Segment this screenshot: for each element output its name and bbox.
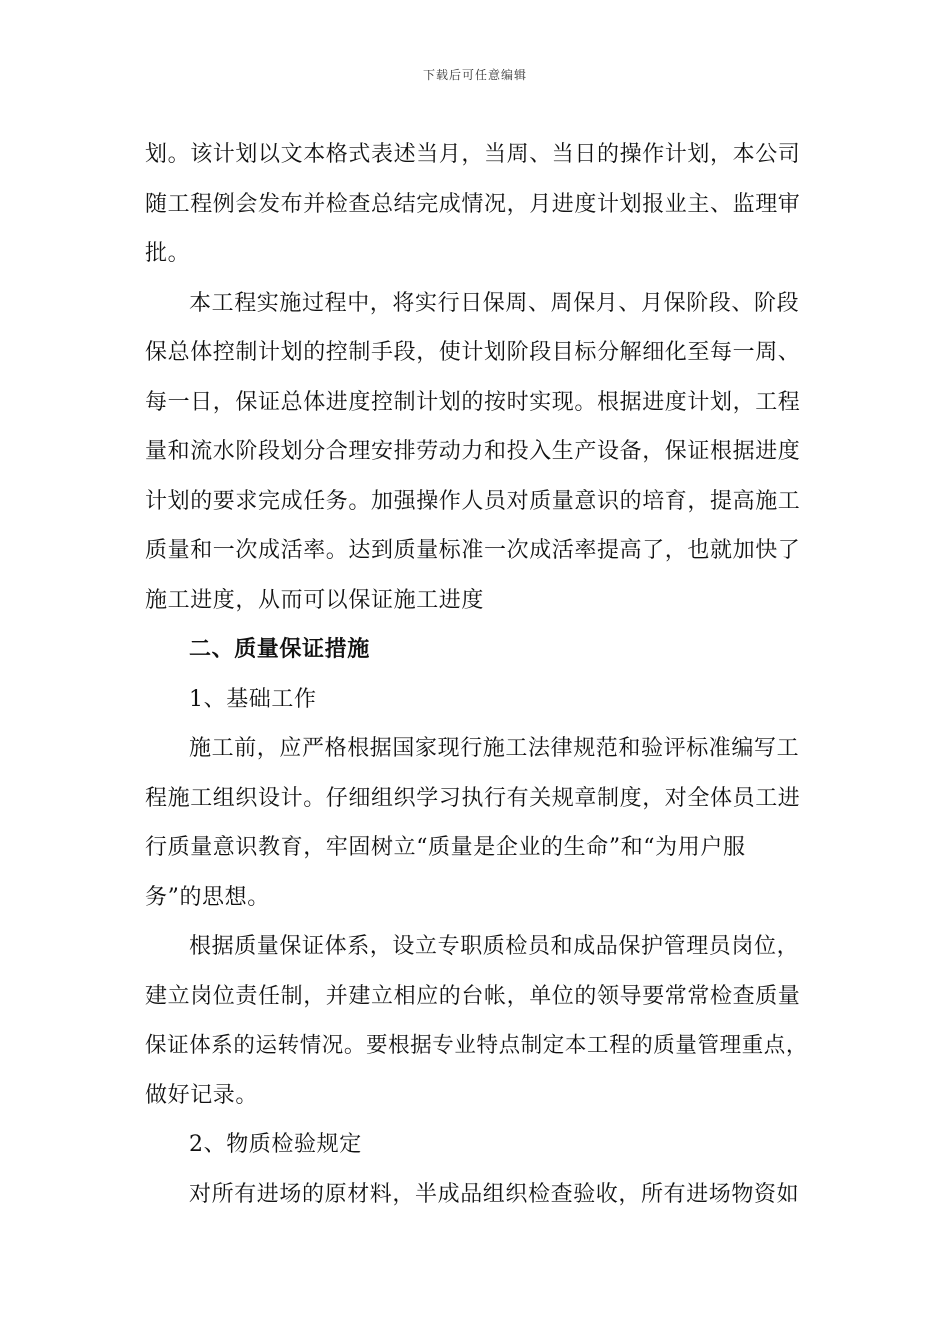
- text-line: 行质量意识教育，牢固树立“质量是企业的生命”和“为用户服: [145, 835, 746, 860]
- text-line: 程施工组织设计。仔细组织学习执行有关规章制度，对全体员工进: [145, 785, 801, 811]
- text-line: 保证体系的运转情况。要根据专业特点制定本工程的质量管理重点，: [145, 1033, 809, 1058]
- text-line: 施工进度，从而可以保证施工进度: [145, 587, 485, 613]
- text-line: 本工程实施过程中，将实行日保周、周保月、月保阶段、阶段: [189, 290, 800, 316]
- text-line: 划。该计划以文本格式表述当月，当周、当日的操作计划，本公司: [145, 142, 801, 167]
- document-body: [145, 130, 810, 1219]
- text-line: 做好记录。: [145, 1082, 259, 1108]
- text-line: 1、基础工作: [189, 686, 317, 712]
- text-line: 根据质量保证体系，设立专职质检员和成品保护管理员岗位，: [189, 934, 800, 959]
- text-line: 量和流水阶段划分合理安排劳动力和投入生产设备，保证根据进度: [145, 439, 801, 464]
- text-line: 每一日，保证总体进度控制计划的按时实现。根据进度计划，工程: [145, 389, 801, 415]
- text-line: 2、物质检验规定: [189, 1132, 362, 1157]
- text-line: 质量和一次成活率。达到质量标准一次成活率提高了，也就加快了: [145, 538, 801, 563]
- page-header: 下载后可任意编辑: [422, 68, 527, 82]
- text-line: 保总体控制计划的控制手段，使计划阶段目标分解细化至每一周、: [145, 340, 801, 365]
- text-line: 批。: [145, 241, 191, 266]
- section-heading: 二、质量保证措施: [189, 636, 370, 662]
- text-line: 务”的思想。: [145, 884, 270, 910]
- text-line: 对所有进场的原材料，半成品组织检查验收，所有进场物资如: [189, 1181, 800, 1207]
- text-line: 建立岗位责任制，并建立相应的台帐，单位的领导要常常检查质量: [145, 983, 801, 1009]
- text-line: 施工前，应严格根据国家现行施工法律规范和验评标准编写工: [189, 736, 800, 761]
- text-line: 随工程例会发布并检查总结完成情况，月进度计划报业主、监理审: [145, 191, 801, 217]
- text-line: 计划的要求完成任务。加强操作人员对质量意识的培育，提高施工: [145, 488, 801, 514]
